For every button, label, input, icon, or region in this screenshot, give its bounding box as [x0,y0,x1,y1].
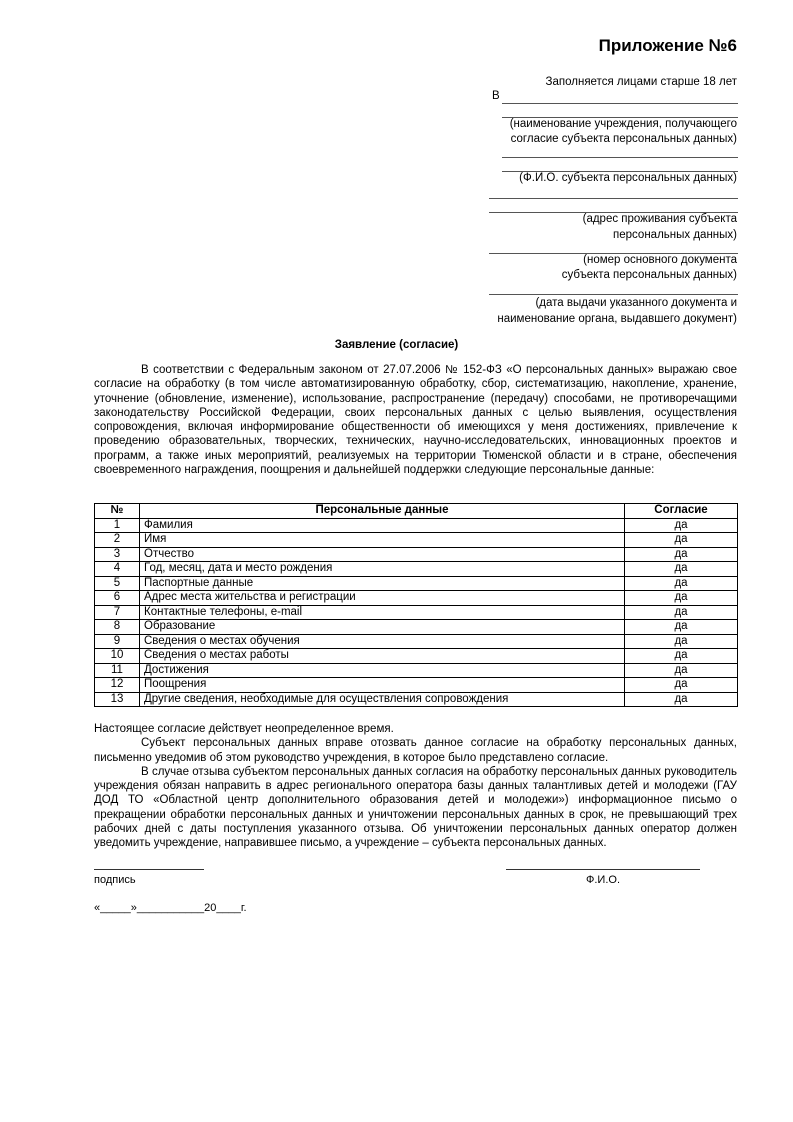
table-header-row [95,504,738,519]
issue-line[interactable] [489,294,738,295]
document-caption-2: субъекта персональных данных) [561,269,737,281]
row-data-item: Достижения [140,663,625,678]
row-number: 12 [95,678,140,693]
row-consent: да [625,533,738,548]
col-number-header: № [95,504,140,519]
row-number: 9 [95,634,140,649]
institution-caption-2: согласие субъекта персональных данных) [510,133,737,145]
row-consent: да [625,547,738,562]
row-number: 5 [95,576,140,591]
table-row [95,591,738,606]
row-number: 1 [95,518,140,533]
row-consent: да [625,591,738,606]
col-data-header: Персональные данные [140,504,625,519]
row-data-item: Сведения о местах обучения [140,634,625,649]
row-consent: да [625,620,738,635]
row-consent: да [625,692,738,707]
row-consent: да [625,663,738,678]
table-row [95,518,738,533]
table-row [95,605,738,620]
row-number: 4 [95,562,140,577]
validity-text: Настоящее согласие действует неопределенное время. [94,723,394,735]
row-consent: да [625,649,738,664]
row-data-item: Год, месяц, дата и место рождения [140,562,625,577]
fio-signature-label: Ф.И.О. [586,874,620,886]
table-row [95,634,738,649]
signature-line[interactable] [94,869,204,870]
row-consent: да [625,576,738,591]
table-row [95,562,738,577]
to-prefix: В [492,90,500,102]
institution-line[interactable] [502,103,738,104]
row-data-item: Отчество [140,547,625,562]
row-consent: да [625,562,738,577]
table-row [95,576,738,591]
institution-caption-1: (наименование учреждения, получающего [509,118,737,130]
row-data-item: Другие сведения, необходимые для осуществления сопровождения [140,692,625,707]
row-number: 11 [95,663,140,678]
row-data-item: Адрес места жительства и регистрации [140,591,625,606]
statement-title: Заявление (согласие) [334,339,459,351]
table-row [95,663,738,678]
table-row [95,649,738,664]
row-data-item: Контактные телефоны, e-mail [140,605,625,620]
row-number: 8 [95,620,140,635]
row-number: 2 [95,533,140,548]
row-data-item: Паспортные данные [140,576,625,591]
age-note: Заполняется лицами старше 18 лет [545,76,737,88]
row-data-item: Фамилия [140,518,625,533]
row-data-item: Поощрения [140,678,625,693]
table-row [95,620,738,635]
statement-body [94,363,737,477]
table-row [95,692,738,707]
row-number: 7 [95,605,140,620]
revoke-text: Субъект персональных данных вправе отозвать данное согласие на обработку персональных данных, письменно уведомив об этом руководство учреждения, в которое было представлено согласие. [94,737,737,764]
address-caption-2: персональных данных) [613,229,737,241]
appendix-title: Приложение №6 [598,36,737,55]
row-consent: да [625,518,738,533]
table-row [95,678,738,693]
row-number: 3 [95,547,140,562]
row-data-item: Сведения о местах работы [140,649,625,664]
fio-signature-line[interactable] [506,869,700,870]
personal-data-table [94,503,738,707]
withdrawal-text: В случае отзыва субъектом персональных данных согласия на обработку персональных данных руководитель учреждения обязан направить в адрес регионального оператора базы данных талантливых детей и молодежи (ГАУ ДОД ТО «Областной центр дополнительного образования детей и молодежи») информационное письмо о прекращении обработки персональных данных и уничтожении персональных данных в срок, не превышающий трех рабочих дней с даты поступления указанного отзыва. Об уничтожении персональных данных оператор должен уведомить учреждение, направившее письмо, а учреждение – субъекта персональных данных. [94,765,737,850]
signature-label: подпись [94,874,136,886]
document-caption-1: (номер основного документа [583,254,737,266]
row-number: 10 [95,649,140,664]
terms-section [94,722,737,851]
row-consent: да [625,678,738,693]
issue-caption-2: наименование органа, выдавшего документ) [497,313,737,325]
fio-caption: (Ф.И.О. субъекта персональных данных) [519,172,737,184]
row-consent: да [625,605,738,620]
address-caption-1: (адрес проживания субъекта [582,213,737,225]
table-row [95,547,738,562]
date-field[interactable]: «_____»___________20____г. [94,902,247,914]
issue-caption-1: (дата выдачи указанного документа и [535,297,737,309]
fio-line-1[interactable] [502,157,738,158]
table-row [95,533,738,548]
row-number: 6 [95,591,140,606]
statement-text: В соответствии с Федеральным законом от 27.07.2006 № 152-ФЗ «О персональных данных» выражаю свое согласие на обработку (в том числе автоматизированную обработку, сбор, систематизацию, накопление, хранение, уточнение (обновление, изменение), использование, распространение (передачу) способами, не противоречащими законодательству Российской Федерации, своих персональных данных с целью выявления, осуществления сопровождения, включая информирование общественности об имеющихся у меня достижениях, привлечение к проведению образовательных, творческих, технических, научно-исследовательских, инновационных проектов и программ, а также иных мероприятий, реализуемых на территории Тюменской области и в стране, обеспечения своевременного награждения, поощрения и дальнейшей поддержки следующие персональные данные: [94,364,737,477]
row-data-item: Образование [140,620,625,635]
col-consent-header: Согласие [625,504,738,519]
address-line-1[interactable] [489,198,738,199]
row-data-item: Имя [140,533,625,548]
row-consent: да [625,634,738,649]
row-number: 13 [95,692,140,707]
